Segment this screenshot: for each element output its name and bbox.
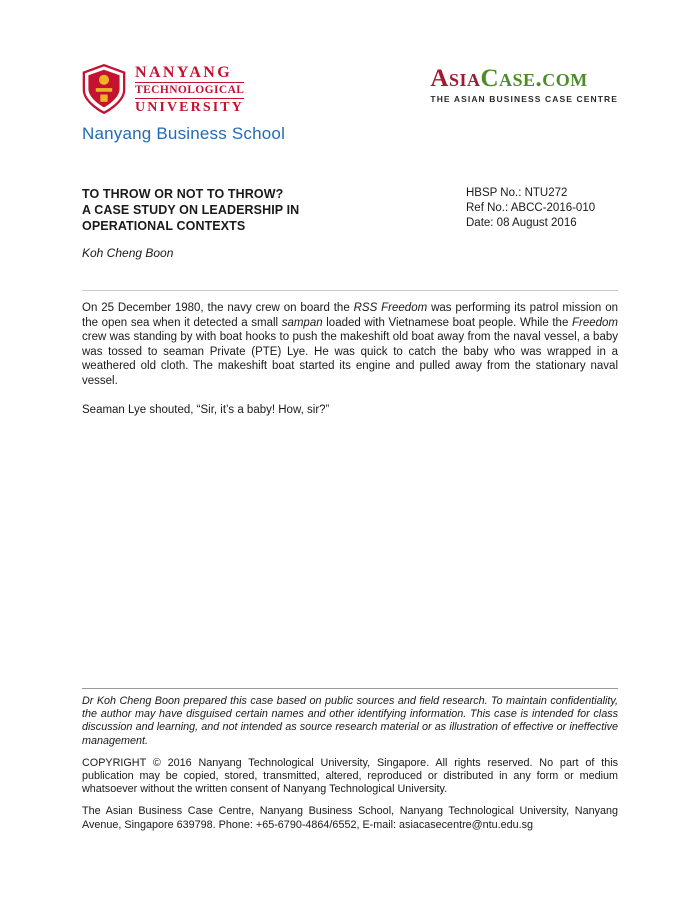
footer-divider: [82, 688, 618, 689]
body-p1-rss-freedom: RSS Freedom: [353, 302, 428, 314]
footer-contact: The Asian Business Case Centre, Nanyang Business School, Nanyang Technological University, Nanyang Avenue, Singapore 639798. Phone: +65-6790-4864/6552, E-mail: asiacasecentre@ntu.edu.sg: [82, 805, 618, 831]
title-meta-row: [82, 186, 618, 234]
asiacase-name-asia: Asia: [430, 65, 481, 92]
ntu-wordmark: [135, 64, 244, 115]
case-title: [82, 186, 299, 234]
case-meta: [466, 186, 618, 231]
meta-date: Date: 08 August 2016: [466, 216, 577, 229]
footer-confidentiality-note: Dr Koh Cheng Boon prepared this case based on public sources and field research. To maintain confidentiality, the author may have disguised certain names and other identifying information. This case is intended for class discussion and learning, and not intended as source research material or as illustration of effective or ineffective management.: [82, 695, 618, 747]
case-title-line3: OPERATIONAL CONTEXTS: [82, 219, 246, 233]
meta-hbsp-no: HBSP No.: NTU272: [466, 187, 568, 199]
body-p1-seg1: On 25 December 1980, the navy crew on board the: [82, 302, 354, 314]
body-p1-seg5: loaded with Vietnamese boat people. While the: [322, 316, 572, 329]
ntu-wordmark-line1: NANYANG: [135, 64, 233, 81]
asiacase-logo-block: [430, 66, 618, 104]
footer-copyright: COPYRIGHT © 2016 Nanyang Technological University, Singapore. All rights reserved. No part of this publication may be copied, stored, transmitted, altered, reproduced or distributed in any form or medium whatsoever without the written consent of Nanyang Technological University.: [82, 756, 618, 796]
body-p1-seg3: was performing its patrol mission on the open sea when it detected a small: [82, 302, 618, 329]
footer: [82, 688, 618, 832]
body-paragraph-2: Seaman Lye shouted, “Sir, it’s a baby! How, sir?”: [82, 404, 330, 417]
body-divider: [82, 290, 618, 291]
case-title-line1: TO THROW OR NOT TO THROW?: [82, 187, 284, 201]
body-paragraph-1: [82, 301, 618, 389]
body-p1-sampan: sampan: [281, 316, 323, 329]
ntu-wordmark-line3: UNIVERSITY: [135, 99, 244, 115]
ntu-logo-row: [82, 64, 285, 115]
author-name: Koh Cheng Boon: [82, 246, 174, 260]
ntu-wordmark-line2: TECHNOLOGICAL: [135, 82, 244, 98]
ntu-crest-icon: [82, 64, 126, 114]
ntu-logo-block: [82, 64, 285, 144]
asiacase-name-case: Case.com: [480, 65, 588, 92]
case-body: [82, 301, 618, 418]
case-title-line2: A CASE STUDY ON LEADERSHIP IN: [82, 203, 300, 217]
meta-ref-no: Ref No.: ABCC-2016-010: [466, 201, 596, 214]
asiacase-logo-name: [430, 66, 618, 91]
body-p1-freedom: Freedom: [571, 316, 619, 329]
nanyang-business-school-name: Nanyang Business School: [82, 123, 286, 143]
asiacase-tagline: THE ASIAN BUSINESS CASE CENTRE: [430, 94, 618, 104]
body-p1-seg7: crew was standing by with boat hooks to push the makeshift old boat away from the naval vessel, a baby was tossed to seaman Private (PTE) Lye. He was quick to catch the baby who was wrapped in a weathered old cloth. The makeshift boat started its engine and pulled away from the stationary naval vessel.: [82, 331, 618, 387]
